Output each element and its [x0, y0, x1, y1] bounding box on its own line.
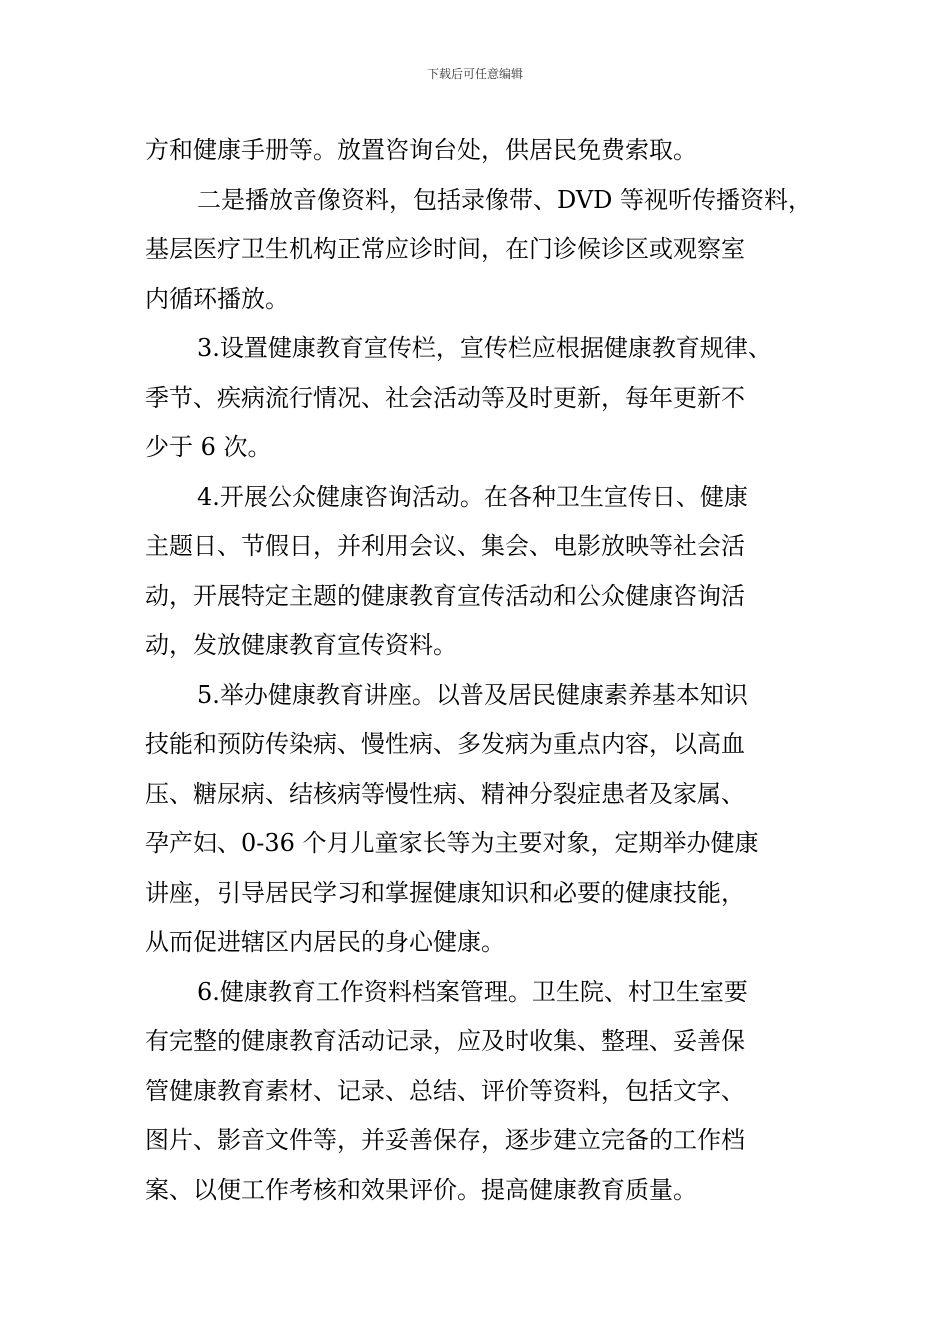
text-line: 动，发放健康教育宣传资料。	[145, 631, 457, 659]
text-line: 4.开展公众健康咨询活动。在各种卫生宣传日、健康	[197, 482, 748, 511]
text-line: 基层医疗卫生机构正常应诊时间，在门诊候诊区或观察室	[145, 235, 745, 263]
text-line: 案、以便工作考核和效果评价。提高健康教育质量。	[145, 1175, 697, 1204]
text-line: 二是播放音像资料，包括录像带、DVD 等视听传播资料，	[197, 185, 813, 214]
text-line: 压、糖尿病、结核病等慢性病、精神分裂症患者及家属、	[145, 779, 745, 808]
text-line: 6.健康教育工作资料档案管理。卫生院、村卫生室要	[197, 977, 748, 1006]
text-line: 少于 6 次。	[145, 433, 272, 461]
text-line: 技能和预防传染病、慢性病、多发病为重点内容，以高血	[145, 730, 745, 758]
text-line: 讲座，引导居民学习和掌握健康知识和必要的健康技能，	[145, 878, 745, 907]
page-header-note: 下载后可任意编辑	[426, 67, 523, 81]
document-body	[145, 126, 813, 1215]
text-line: 管健康教育素材、记录、总结、评价等资料，包括文字、	[145, 1076, 745, 1105]
text-line: 图片、影音文件等，并妥善保存，逐步建立完备的工作档	[145, 1126, 745, 1154]
text-line: 动，开展特定主题的健康教育宣传活动和公众健康咨询活	[145, 581, 745, 610]
text-line: 从而促进辖区内居民的身心健康。	[145, 928, 505, 956]
text-line: 季节、疾病流行情况、社会活动等及时更新，每年更新不	[145, 383, 745, 412]
text-line: 孕产妇、0-36 个月儿童家长等为主要对象，定期举办健康	[145, 829, 759, 857]
text-line: 内循环播放。	[145, 284, 289, 313]
text-line: 方和健康手册等。放置咨询台处，供居民免费索取。	[145, 136, 697, 164]
text-line: 主题日、节假日，并利用会议、集会、电影放映等社会活	[145, 532, 745, 560]
text-line: 3.设置健康教育宣传栏，宣传栏应根据健康教育规律、	[197, 334, 772, 362]
text-line: 5.举办健康教育讲座。以普及居民健康素养基本知识	[197, 680, 748, 709]
text-line: 有完整的健康教育活动记录，应及时收集、整理、妥善保	[145, 1027, 745, 1055]
